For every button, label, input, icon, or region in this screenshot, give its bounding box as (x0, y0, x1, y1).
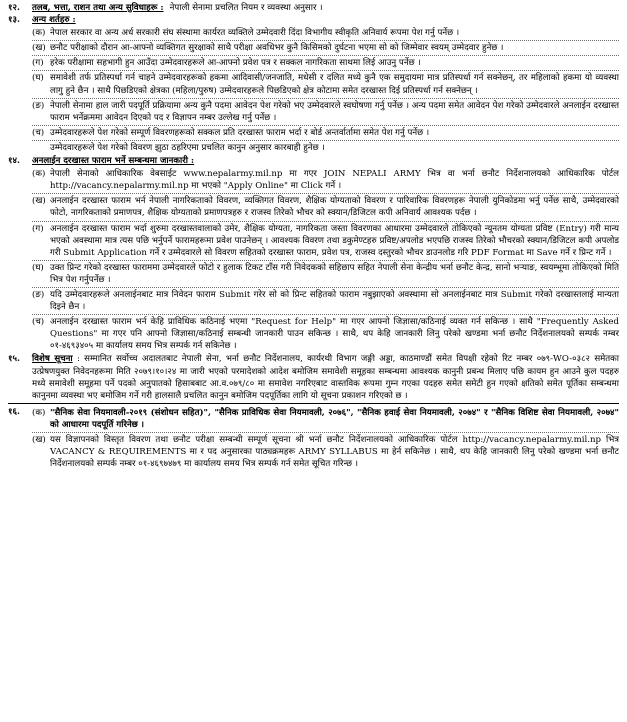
list-item (32, 71, 619, 98)
section-text: : सम्मानित सर्वोच्च अदालतबाट नेपाली सेना, भर्ना छनौट निर्देशनालय, कार्यरथी विभाग जङ्गी अड्डा, काठमाण्डौं समेत विपक्षी रहेको रिट नम्बर ०७९-WO-०३८२ समेतका उत्प्रेषणयुक्त निवेदनहरूमा मिति २०७९।१०।२४ मा जारी भएको परमादेशको आदेश बमोजिम समावेशी समूहका सम्बन्धमा आवश्यक कानुनी प्रबन्ध मिलाए पछि कायम हुन आउने कुल पदहरु मध्ये समावेशी समूहमा पर्ने पदको अनुपातको हिसाबबाट आ.व.०७९/८० मा समावेश नगरिएबाट वास्तविक रूपमा गुम्न गएका पदहरु समेत समेटी हुन गएको क्षतिको समेत पूर्तिका सम्बन्धमा कानुनमा व्यवस्था भए बमोजिम गर्ने गरी हालसालै प्रचलित कानुन बमोजिम पदपूर्तिका लागि यो सूचना प्रकाशन गरिएको छ । (32, 354, 620, 401)
item-text: समावेशी तर्फ प्रतिस्पर्धा गर्न चाहने उम्मेदवारहरूको हकमा आदिवासी/जनजाति, मधेसी र दलित मध्ये कुनै एक समुदायमा मात्र प्रतिस्पर्धा गर्न सक्नेछन्, तर महिलाको हकमा यो व्यवस्था लागु हुने छैन । साथै पिछडिएको क्षेत्रका (महिला/पुरुष) उम्मेदवारहरूले पिछडिएको क्षेत्र कोटामा समेत दरखास्त दिई प्रतिस्पर्धा गर्न सक्नेछन् । (50, 73, 619, 96)
section-number: १४. (8, 156, 20, 167)
section-14-online-application (8, 155, 619, 353)
list-item (32, 141, 619, 155)
section-number: १६. (8, 406, 20, 417)
divider (8, 403, 619, 404)
section-text: नेपाली सेनामा प्रचलित नियम र व्यवस्था अनुसार । (169, 3, 323, 13)
item-label: (ग) (32, 58, 44, 69)
section-15-special-notice (8, 353, 619, 401)
item-text: उम्मेदवारहरूले पेश गरेको विवरण झुठा ठहरिएमा प्रचलित कानुन अनुसार कारबाही हुनेछ । (50, 142, 325, 153)
list-item (32, 222, 619, 261)
item-text: अनलाईन दरखास्त फाराम भर्न नेपाली नागरिकताको विवरण, व्यक्तिगत विवरण, शैक्षिक योग्यताको विवरण र पारिवारिक विवरणहरू नेपाली युनिकोडमा भर्नु पर्नेछ साथै, उम्मेदवारको फोटो, नागरिकताको प्रमाणपत्र, शैक्षिक योग्यताको प्रमाणपत्रहरु र राजस्व तिरेको भौचर को स्क्यान/डिजिटल कपी अनिवार्य आवश्यक पर्दछ । (50, 196, 619, 219)
item-text: उम्मेदवारहरूले पेश गरेको सम्पूर्ण विवरणहरूको सक्कल प्रति दरखास्त फाराम भर्दा र बोर्ड अन्तर्वार्तामा समेत पेश गर्नु पर्नेछ । (50, 127, 430, 138)
section-title: विशेष सूचना (32, 354, 73, 365)
list-item (32, 288, 619, 315)
item-text: नेपाली सेनामा हाल जारी पदपूर्ति प्रक्रियामा अन्य कुनै पदमा आवेदन पेश गरेको भए उम्मेदवारले स्वघोषणा गर्नु पर्नेछ । अन्य पदमा समेत आवेदन पेश गरेको उम्मेदवारले अनलाईन दरखास्त फाराम भर्नेक्रममा आवेदन दिएको पद र विज्ञापन नम्बर उल्लेख गर्नु पर्नेछ । (50, 100, 619, 123)
item-label: (ङ) (32, 289, 45, 300)
list-item (32, 56, 619, 71)
item-label: (च) (32, 317, 45, 328)
item-label: (च) (32, 127, 45, 138)
section-12-salary (8, 2, 619, 14)
item-text: उक्त प्रिन्ट गरेको दरखास्त फाराममा उम्मेदवारले फोटो र हुलाक टिकट टाँस गरी निवेदकको सहिछाप सहित नेपाली सेना केन्द्रीय भर्ना छनौट केन्द्र, सानो भऱ्याङ, स्वयम्भूमा तोकिएको मिति भित्र पेश गर्नुपर्नेछ । (50, 262, 619, 285)
item-text: नेपाल सरकार वा अन्य अर्ध सरकारी संघ संस्थामा कार्यरत व्यक्तिले उम्मेदवारी दिंदा विभागीय स्वीकृति अनिवार्य रूपमा पेश गर्नु पर्नेछ । (50, 28, 460, 39)
item-label: (घ) (32, 73, 44, 84)
item-label: (ख) (32, 196, 46, 207)
item-label: (क) (32, 169, 46, 180)
item-label: (ख) (32, 43, 46, 54)
list-item (32, 41, 619, 56)
list-item (32, 126, 619, 141)
item-text: यदि उम्मेदवारहरूले अनलाईनबाट मात्र निवेदन फाराम Submit गरेर सो को प्रिन्ट सहितको फाराम नबुझाएको अवस्थामा सो अनलाईनबाट मात्र Submit गरेको दरखास्तलाई मान्यता दिइने छैन । (50, 289, 619, 313)
item-text: यस विज्ञापनको विस्तृत विवरण तथा छनौट परीक्षा सम्बन्धी सम्पूर्ण सूचना श्री भर्ना छनौट निर्देशनालयको आधिकारिक पोर्टल http://vacancy.nepalarmy.mil.np भित्र VACANCY & REQUIREMENTS मा र पद अनुसारका पाठ्यक्रमहरू ARMY SYLLABUS मा हेर्न सकिनेछ । साथै, थप केहि जानकारी लिनु परेको खण्डमा भर्ना छनौट निर्देशनालयको सम्पर्क नम्बर ०१-४६९७४७९ मा कार्यालय समय भित्र सम्पर्क गर्न समेत सूचित गरिन्छ । (50, 435, 619, 470)
section-title: तलब, भत्ता, राशन तथा अन्य सुविधाहरू : (32, 3, 164, 13)
item-text: हरेक परीक्षामा सहभागी हुन आउँदा उम्मेदवारहरूले आ-आफ्नो प्रवेश पत्र र सक्कल नागरिकता साथमा लिई आउनु पर्नेछ । (50, 58, 421, 69)
item-text: अनलाईन दरखास्त फाराम भर्न केहि प्राविधिक कठिनाई भएमा "Request for Help" मा गएर आफ्नो जिज्ञासा/कठिनाई व्यक्त गर्न सकिन्छ । साथै "Frequently Asked Questions" मा गएर पनि आफ्नो जिज्ञासा/कठिनाई सम्बन्धी जानकारी पाउन सकिन्छ । साथै, थप केहि जानकारी लिनु परेको खण्डमा भर्ना छनौट निर्देशनालयको सम्पर्क नम्बर ०१-४६९३४०५ मा कार्यालय समय भित्र सम्पर्क गर्न सकिनेछ । (50, 317, 619, 352)
section-number: १५. (8, 354, 20, 365)
item-label (32, 142, 50, 154)
list-item (32, 99, 619, 126)
section-title: अन्य शर्तहरु : (32, 15, 76, 26)
document-page (8, 2, 619, 718)
list-item (32, 406, 619, 433)
item-label: (ख) (32, 435, 46, 445)
section-number: १२. (8, 3, 20, 13)
item-label: (घ) (32, 262, 44, 273)
item-text: नेपाली सेनाको आधिकारिक वेबसाईट www.nepalarmy.mil.np मा गएर JOIN NEPALI ARMY भित्र वा भर्ना छनौट निर्देशनालयको आधिकारिक पोर्टल http://vacancy.nepalarmy.mil.np मा भएको "Apply Online" मा Click गर्ने । (50, 169, 619, 192)
item-label: (क) (32, 28, 46, 39)
item-label: (ग) (32, 223, 44, 234)
section-16-regulations (8, 405, 619, 471)
section-title: अनलाईन दरखास्त फाराम भर्ने सम्बन्धमा जानकारी : (32, 156, 195, 167)
item-label: (ङ) (32, 100, 45, 111)
section-13-other-conditions (8, 14, 619, 155)
item-text: अनलाईन दरखास्त फाराम भर्दा शुरुमा दरखास्तवालाको उमेर, शैक्षिक योग्यता, नागरिकता जस्ता विवरणका आधारमा उम्मेदवारले तोकिएको न्यूनतम योग्यता प्रविष्ट (Entry) गरी मान्य भएको अवस्थामा मात्र त्यस पछि भर्नुपर्ने फारामहरूमा प्रवेश पाउनेछन् । आवश्यक विवरण तथा डकुमेण्टहरु प्रविष्ट/अपलोड भएपछि राजस्व तिरेको भौचरको स्क्यान/डिजिटल कपी अपलोड गरी Submit Application गर्ने र उम्मेदवारले सो विवरण सहितको दरखास्त फाराम, प्रवेश पत्र, राजस्व दस्तुरको भौचर डाउनलोड गरि PDF Format मा Save गर्ने र प्रिन्ट गर्ने । (50, 223, 619, 258)
section-number: १३. (8, 15, 20, 26)
item-text: छनौट परीक्षाको दौरान आ-आफ्नो व्यक्तिगत सुरक्षाको साथै परीक्षा अवधिभर कुनै किसिमको दुर्घटना भएमा सो को जिम्मेवार स्वयम् उम्मेदवार हुनेछ । (50, 43, 504, 54)
list-item (32, 261, 619, 288)
list-item (32, 167, 619, 194)
list-item (32, 194, 619, 221)
item-text: "सैनिक सेवा नियमावली-२०१९ (संशोधन सहित)", "सैनिक प्राविधिक सेवा नियमावली, २०७६", "सैनिक हवाई सेवा नियमावली, २०७४" र "सैनिक विशिष्ट सेवा नियमावली, २०७४" को आधारमा पदपूर्ति गरिनेछ । (50, 407, 619, 430)
list-item (32, 26, 619, 41)
list-item (32, 315, 619, 353)
item-label: (क) (32, 407, 46, 418)
list-item (32, 433, 619, 471)
